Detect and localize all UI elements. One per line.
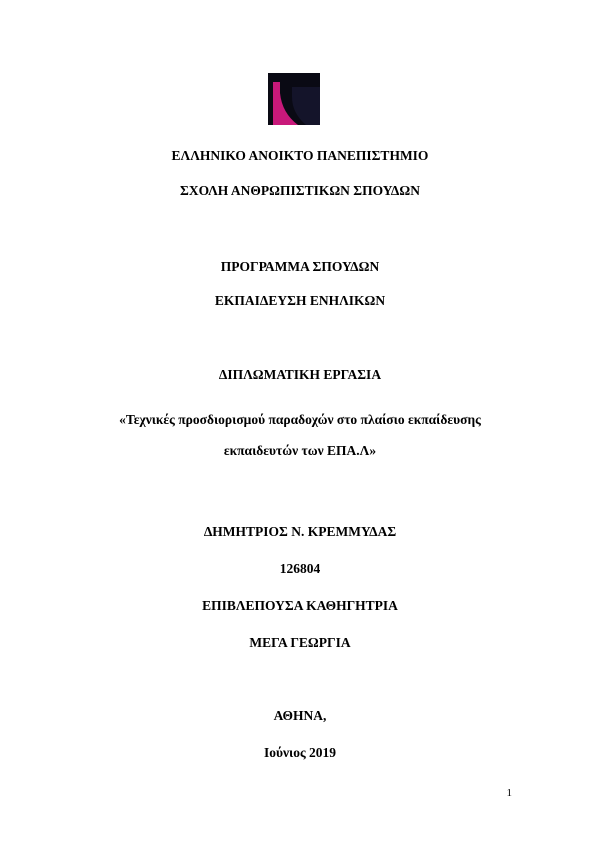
date: Ιούνιος 2019	[263, 745, 337, 760]
page-number: 1	[506, 787, 512, 799]
thesis-title-line-1: «Τεχνικές προσδιορισμού παραδοχών στο πλαίσιο εκπαίδευσης	[119, 412, 481, 427]
logo-left-dark-strip	[268, 82, 273, 125]
document-type: ΔΙΠΛΩΜΑΤΙΚΗ ΕΡΓΑΣΙΑ	[218, 367, 382, 382]
supervisor-label: ΕΠΙΒΛΕΠΟΥΣΑ ΚΑΘΗΓΗΤΡΙΑ	[202, 598, 398, 613]
program-name: ΕΚΠΑΙΔΕΥΣΗ ΕΝΗΛΙΚΩΝ	[214, 293, 386, 308]
school-name: ΣΧΟΛΗ ΑΝΘΡΩΠΙΣΤΙΚΩΝ ΣΠΟΥΔΩΝ	[180, 183, 420, 198]
university-logo-icon	[268, 73, 320, 125]
supervisor-name: ΜΕΓΑ ΓΕΩΡΓΙΑ	[249, 635, 351, 650]
author-name: ΔΗΜΗΤΡΙΟΣ Ν. ΚΡΕΜΜΥΔΑΣ	[203, 524, 397, 539]
program-label: ΠΡΟΓΡΑΜΜΑ ΣΠΟΥΔΩΝ	[220, 259, 380, 274]
thesis-title-line-2: εκπαιδευτών των ΕΠΑ.Λ»	[223, 443, 377, 458]
city: ΑΘΗΝΑ,	[273, 708, 327, 723]
university-name: ΕΛΛΗΝΙΚΟ ΑΝΟΙΚΤΟ ΠΑΝΕΠΙΣΤΗΜΙΟ	[171, 148, 429, 163]
logo-dark-top-band	[268, 73, 320, 82]
student-id: 126804	[279, 561, 321, 576]
